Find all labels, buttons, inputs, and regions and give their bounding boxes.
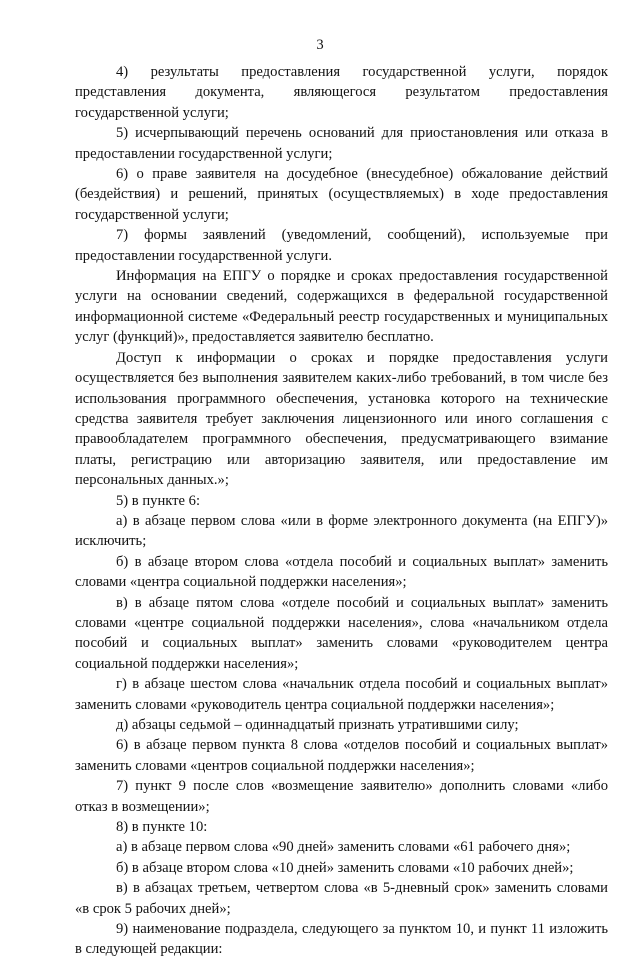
paragraph-amendment-8b: б) в абзаце втором слова «10 дней» заменить словами «10 рабочих дней»; bbox=[116, 859, 574, 876]
paragraph-amendment-6: 6) в абзаце первом пункта 8 слова «отделов пособий и социальных выплат» заменить словами «центров социальной поддержки населения»; bbox=[75, 737, 608, 774]
paragraph-amendment-5b: б) в абзаце втором слова «отдела пособий и социальных выплат» заменить словами «центра социальной поддержки населения»; bbox=[75, 553, 608, 591]
paragraph-item-4: 4) результаты предоставления государственной услуги, порядок представления документа, являющегося результатом предоставления государственной услуги; bbox=[75, 64, 608, 121]
document-body bbox=[75, 62, 608, 960]
paragraph-access-to-information: Доступ к информации о сроках и порядке предоставления услуги осуществляется без выполнения заявителем каких-либо требований, в том числе без использования программного обеспечения, установка которого на технические средства заявителя требует заключения лицензионного или иного соглашения с правообладателем программного обеспечения, предусматривающего взимание платы, регистрацию или авторизацию заявителя, или предоставление им персональных данных.»; bbox=[75, 349, 608, 489]
paragraph-amendment-8a: а) в абзаце первом слова «90 дней» заменить словами «61 рабочего дня»; bbox=[116, 839, 571, 856]
paragraph-amendment-5: 5) в пункте 6: bbox=[116, 492, 201, 509]
paragraph-amendment-9: 9) наименование подраздела, следующего за пунктом 10, и пункт 11 изложить в следующей редакции: bbox=[75, 921, 608, 958]
paragraph-amendment-5d: д) абзацы седьмой – одиннадцатый признать утратившими силу; bbox=[116, 717, 519, 733]
paragraph-amendment-8v: в) в абзацах третьем, четвертом слова «в 5-дневный срок» заменить словами «в срок 5 рабочих дней»; bbox=[75, 880, 608, 917]
paragraph-item-5: 5) исчерпывающий перечень оснований для приостановления или отказа в предоставлении государственной услуги; bbox=[75, 125, 608, 162]
paragraph-item-7: 7) формы заявлений (уведомлений, сообщений), используемые при предоставлении государственной услуги. bbox=[75, 227, 608, 264]
paragraph-amendment-5v: в) в абзаце пятом слова «отделе пособий и социальных выплат» заменить словами «центре социальной поддержки населения», слова «начальником отдела пособий и социальных выплат» заменить словами «руководителем центра социальной поддержки населения»; bbox=[75, 594, 608, 672]
paragraph-amendment-7: 7) пункт 9 после слов «возмещение заявителю» дополнить словами «либо отказ в возмещении»; bbox=[75, 778, 608, 815]
paragraph-amendment-5a: а) в абзаце первом слова «или в форме электронного документа (на ЕПГУ)» исключить; bbox=[75, 512, 608, 550]
paragraph-amendment-8: 8) в пункте 10: bbox=[116, 819, 208, 836]
paragraph-amendment-5g: г) в абзаце шестом слова «начальник отдела пособий и социальных выплат» заменить словами «руководитель центра социальной поддержки населения»; bbox=[75, 676, 608, 713]
paragraph-epgu-information: Информация на ЕПГУ о порядке и сроках предоставления государственной услуги на основании сведений, содержащихся в федеральной государственной информационной системе «Федеральный реестр государственных и муниципальных услуг (функций)», предоставляется заявителю бесплатно. bbox=[75, 268, 608, 346]
page-number: 3 bbox=[316, 37, 324, 53]
paragraph-item-6: 6) о праве заявителя на досудебное (внесудебное) обжалование действий (бездействия) и решений, принятых (осуществляемых) в ходе предоставления государственной услуги; bbox=[75, 166, 608, 223]
